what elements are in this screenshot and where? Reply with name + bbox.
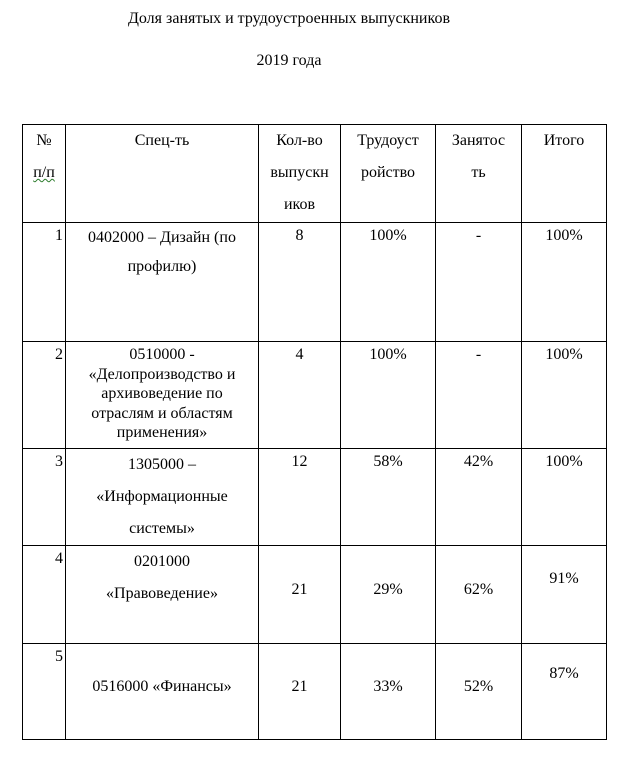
header-count-line1: Кол-во bbox=[276, 132, 323, 149]
row-total: 100% bbox=[522, 223, 607, 342]
row-employment: 100% bbox=[341, 342, 436, 449]
row-spec-line: «Информационные bbox=[96, 488, 228, 505]
row-busy: - bbox=[436, 342, 522, 449]
header-spec-label: Спец-ть bbox=[134, 132, 190, 149]
header-total-label: Итого bbox=[543, 132, 585, 149]
table-row bbox=[23, 546, 607, 644]
row-employment: 33% bbox=[341, 644, 436, 740]
header-busy-line1: Занятос bbox=[451, 132, 506, 149]
document-year: 2019 года bbox=[256, 52, 322, 69]
header-employment-line1: Трудоуст bbox=[357, 132, 419, 149]
row-total: 100% bbox=[522, 342, 607, 449]
header-total bbox=[522, 125, 607, 223]
row-employment: 29% bbox=[341, 546, 436, 644]
row-busy: 42% bbox=[436, 449, 522, 546]
row-busy: 52% bbox=[436, 644, 522, 740]
header-busy bbox=[436, 125, 522, 223]
row-spec-line: отраслям и областям bbox=[91, 404, 233, 422]
row-spec-line: 1305000 – bbox=[128, 456, 196, 473]
document-title: Доля занятых и трудоустроенных выпускников bbox=[127, 10, 451, 27]
header-count-line2: выпускн bbox=[270, 164, 329, 181]
row-spec-line: профилю) bbox=[127, 258, 197, 275]
row-spec bbox=[66, 223, 259, 342]
row-spec-line: «Правоведение» bbox=[106, 585, 218, 602]
row-num: 3 bbox=[23, 449, 66, 546]
row-total: 91% bbox=[522, 546, 607, 644]
row-count: 21 bbox=[259, 644, 341, 740]
row-num: 1 bbox=[23, 223, 66, 342]
header-count bbox=[259, 125, 341, 223]
row-num: 4 bbox=[23, 546, 66, 644]
header-employment bbox=[341, 125, 436, 223]
row-spec-line: 0516000 «Финансы» bbox=[92, 678, 232, 695]
row-employment: 58% bbox=[341, 449, 436, 546]
header-employment-line2: ройство bbox=[360, 164, 416, 181]
row-count: 21 bbox=[259, 546, 341, 644]
row-spec-line: архивоведение по bbox=[101, 385, 223, 402]
row-count: 4 bbox=[259, 342, 341, 449]
row-spec-line: 0201000 bbox=[134, 553, 190, 570]
row-busy: - bbox=[436, 223, 522, 342]
table-row bbox=[23, 223, 607, 342]
row-num: 2 bbox=[23, 342, 66, 449]
header-num-line2: п/п bbox=[33, 164, 55, 181]
table-row bbox=[23, 449, 607, 546]
row-spec bbox=[66, 546, 259, 644]
row-spec-line: 0510000 - bbox=[129, 346, 195, 363]
table-row bbox=[23, 644, 607, 740]
row-spec-line: системы» bbox=[129, 520, 195, 537]
header-count-line3: иков bbox=[283, 196, 316, 213]
header-busy-line2: ть bbox=[471, 164, 486, 181]
header-spec bbox=[66, 125, 259, 223]
row-spec bbox=[66, 342, 259, 449]
table-header-row bbox=[23, 125, 607, 223]
header-num bbox=[23, 125, 66, 223]
row-busy: 62% bbox=[436, 546, 522, 644]
row-spec-line: 0402000 – Дизайн (по bbox=[88, 229, 236, 246]
row-total: 100% bbox=[522, 449, 607, 546]
row-count: 12 bbox=[259, 449, 341, 546]
row-employment: 100% bbox=[341, 223, 436, 342]
header-num-line1: № bbox=[36, 132, 52, 149]
row-spec bbox=[66, 449, 259, 546]
row-num: 5 bbox=[23, 644, 66, 740]
row-count: 8 bbox=[259, 223, 341, 342]
row-total: 87% bbox=[522, 644, 607, 740]
row-spec-line: «Делопроизводство и bbox=[88, 365, 236, 383]
table-row bbox=[23, 342, 607, 449]
row-spec bbox=[66, 644, 259, 740]
graduates-table bbox=[22, 124, 607, 740]
row-spec-line: применения» bbox=[116, 424, 208, 441]
